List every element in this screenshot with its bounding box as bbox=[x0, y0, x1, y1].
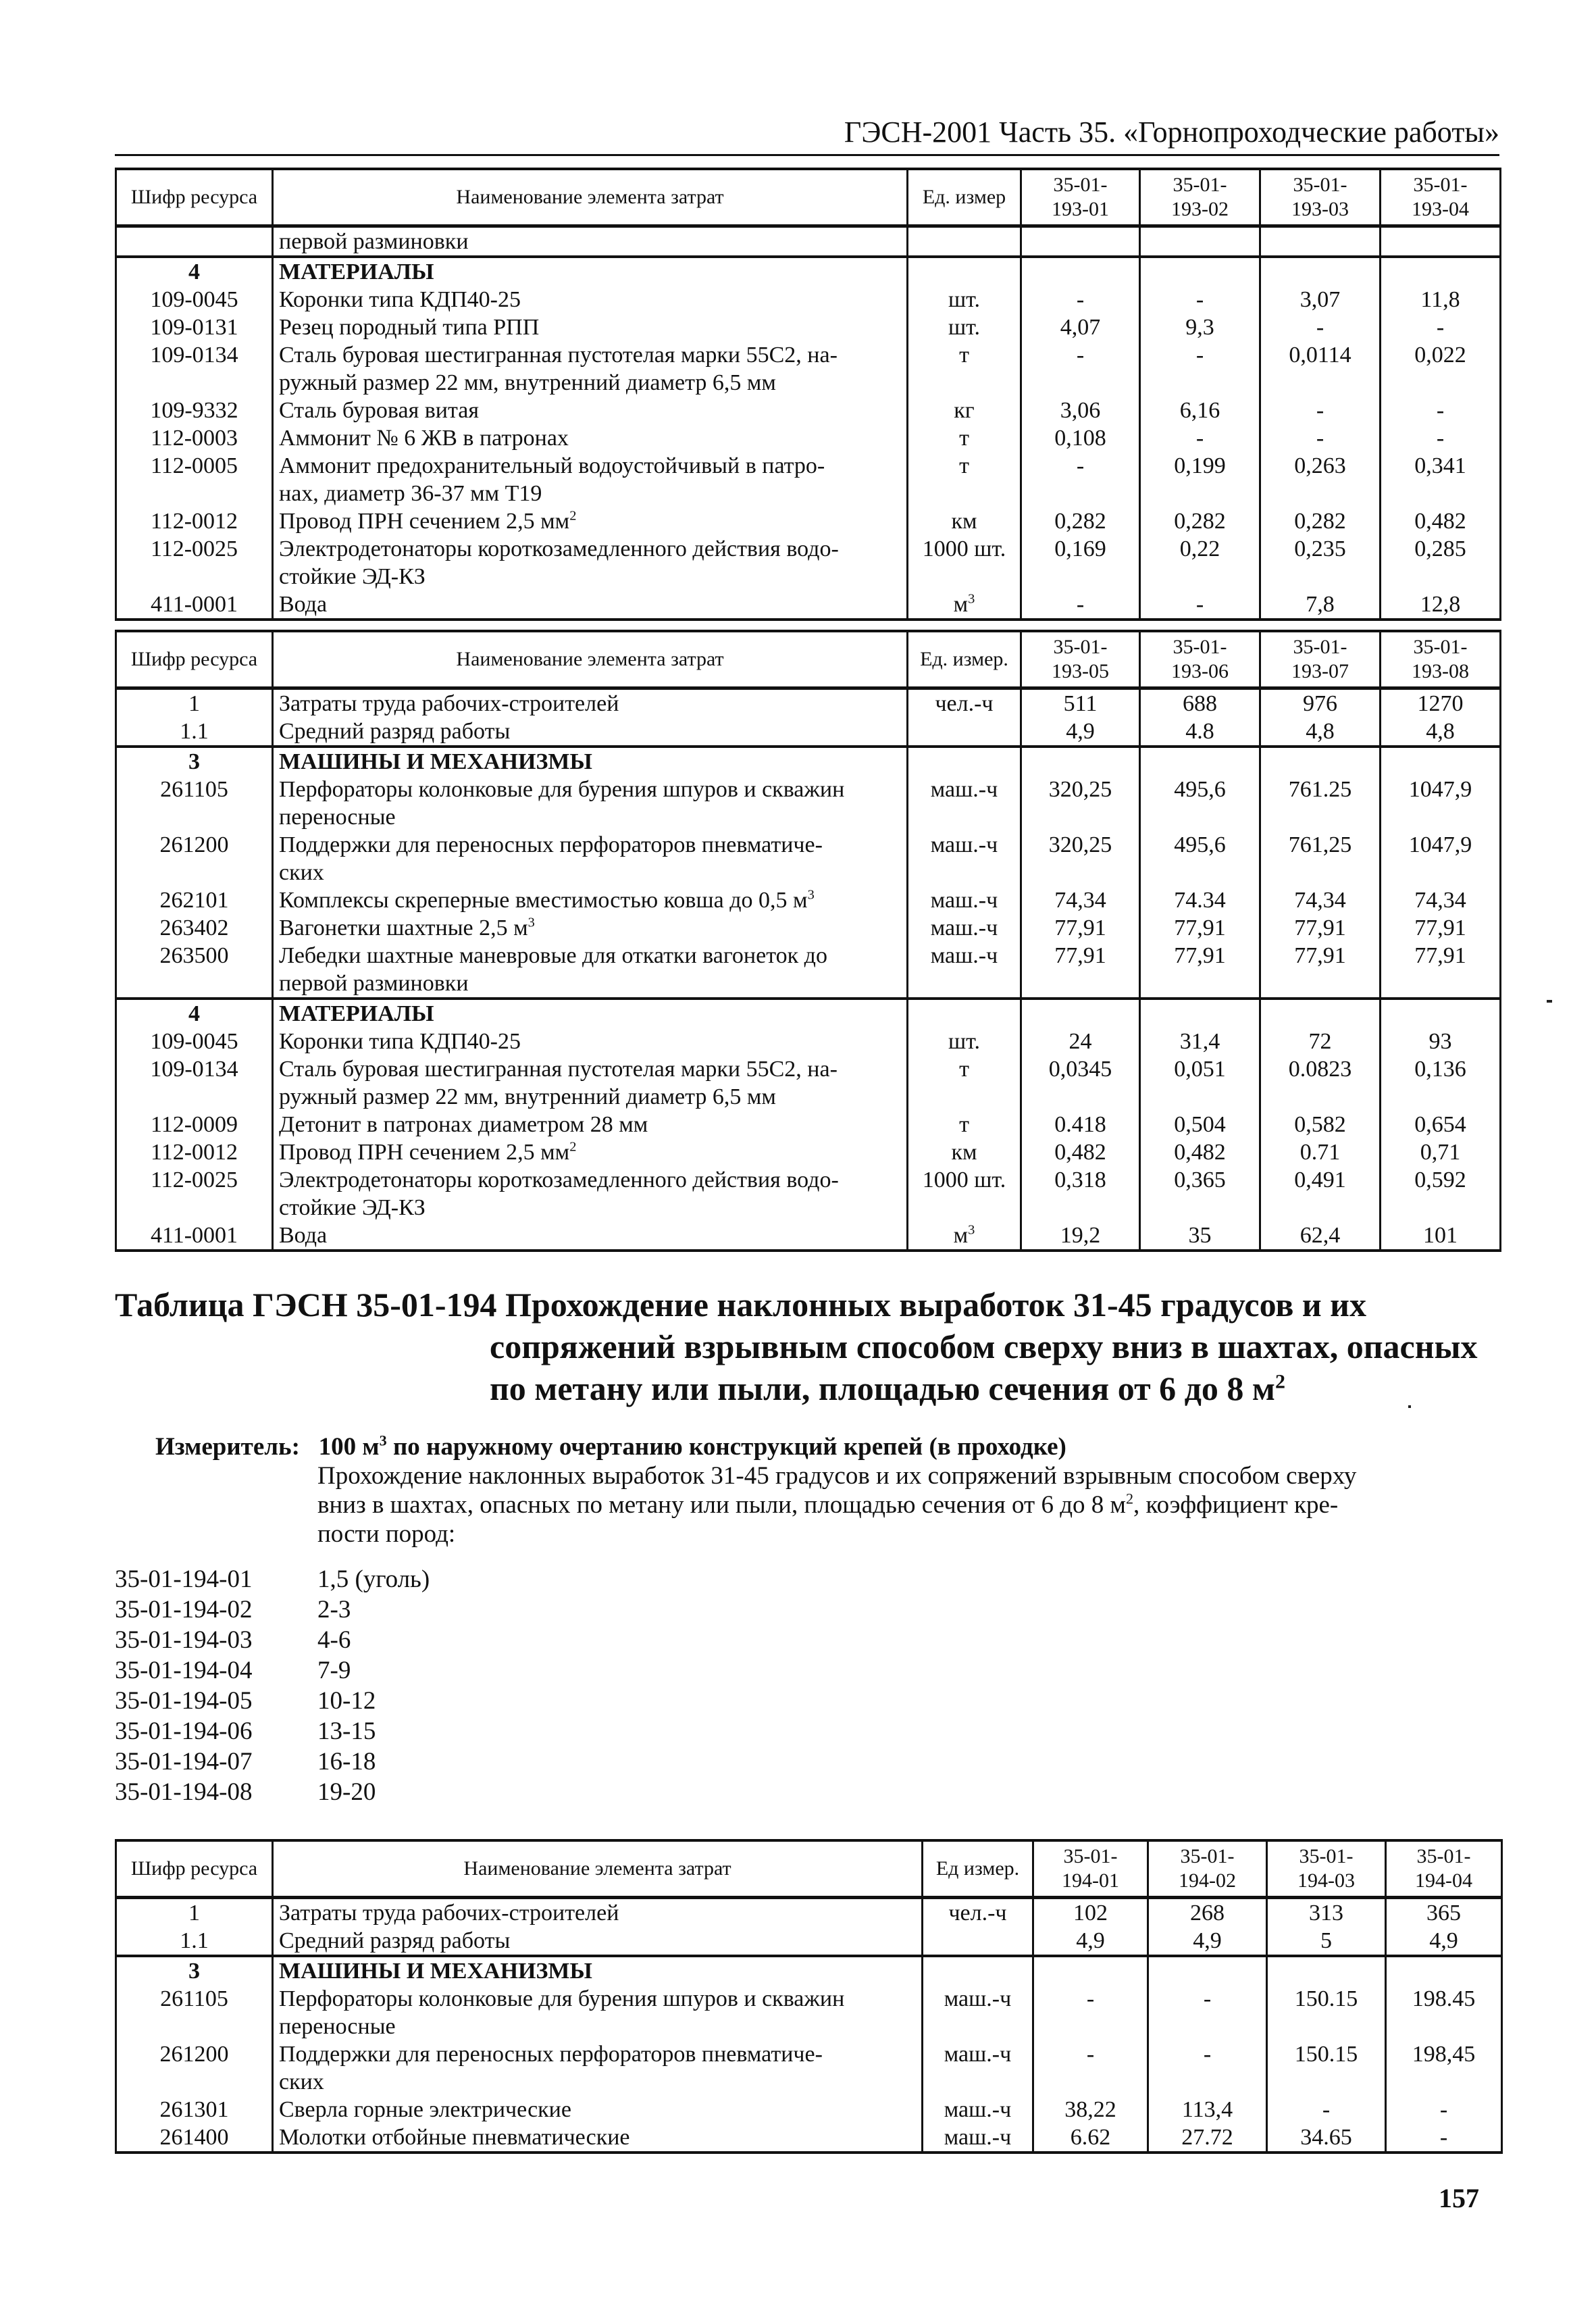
header-name: Наименование элемента затрат bbox=[273, 169, 908, 226]
table-row: 112-0025 Электродетонаторы короткозамедленного действия водо- стойкие ЭД-КЗ 1000 шт. 0,318 0,365 0,491 0,592 bbox=[116, 1166, 1501, 1222]
meter-label: Измеритель: bbox=[155, 1433, 300, 1461]
table-row: 411-0001 Вода $м^3$ - - 7,8 12,8 bbox=[116, 590, 1501, 620]
page-number: 157 bbox=[1439, 2183, 1479, 2213]
table-row: 109-0045 Коронки типа КДП40-25 шт. 24 31,4 72 93 bbox=[116, 1028, 1501, 1055]
table-row-grade: 1.1 Средний разряд работы 4,9 4.8 4,8 4,8 bbox=[116, 718, 1501, 747]
header-col-2: 35-01- 193-06 bbox=[1140, 631, 1260, 688]
list-item: 35-01-194-02 2-3 bbox=[115, 1596, 351, 1624]
header-code: Шифр ресурса bbox=[116, 169, 273, 226]
table-row-grade: 1.1 Средний разряд работы 4,9 4,9 5 4,9 bbox=[116, 1927, 1502, 1956]
header-col-1: 35-01- 193-05 bbox=[1021, 631, 1140, 688]
header-col-4: 35-01- 193-08 bbox=[1381, 631, 1501, 688]
table-row: 109-0131 Резец породный типа РПП шт. 4,07 9,3 - - bbox=[116, 313, 1501, 341]
table-title-line-3: по метану или пыли, площадью сечения от 6 до 8 $м^2$ bbox=[490, 1369, 1285, 1407]
list-item: 35-01-194-07 16-18 bbox=[115, 1748, 376, 1776]
header-col-3: 35-01- 193-07 bbox=[1260, 631, 1381, 688]
header-name: Наименование элемента затрат bbox=[273, 1840, 923, 1898]
header-col-1: 35-01- 193-01 bbox=[1021, 169, 1140, 226]
meter-description: Прохождение наклонных выработок 31-45 градусов и их сопряжений взрывным способом сверху вниз в шахтах, опасных по метану или пыли, площадью сечения от 6 до 8 $м^2$, коэффициент кре- пости пород: bbox=[317, 1462, 1357, 1548]
table-row: 411-0001 Вода $м^3$ 19,2 35 62,4 101 bbox=[116, 1222, 1501, 1251]
table-header-row bbox=[116, 631, 1501, 688]
table-row: 109-0134 Сталь буровая шестигранная пустотелая марки 55С2, на- ружный размер 22 мм, внутренний диаметр 6,5 мм т - - 0,0114 0,022 bbox=[116, 341, 1501, 397]
list-item: 35-01-194-06 13-15 bbox=[115, 1717, 376, 1745]
meter-block bbox=[155, 1432, 1499, 1549]
list-item: 35-01-194-01 1,5 (уголь) bbox=[115, 1565, 430, 1593]
table-row: 109-9332 Сталь буровая витая кг 3,06 6,16 - - bbox=[116, 397, 1501, 424]
section-row-materials: 4 МАТЕРИАЛЫ bbox=[116, 257, 1501, 286]
header-col-4: 35-01- 193-04 bbox=[1381, 169, 1501, 226]
table-row: 109-0045 Коронки типа КДП40-25 шт. - - 3,07 11,8 bbox=[116, 286, 1501, 313]
list-item: 35-01-194-08 19-20 bbox=[115, 1778, 376, 1806]
scan-artifact bbox=[1408, 1405, 1411, 1408]
meter-line bbox=[155, 1432, 1499, 1461]
list-item: 35-01-194-05 10-12 bbox=[115, 1687, 376, 1715]
table-row: 112-0005 Аммонит предохранительный водоустойчивый в патро- нах, диаметр 36-37 мм Т19 т - 0,199 0,263 0,341 bbox=[116, 452, 1501, 507]
resource-table-193-05-08 bbox=[115, 630, 1501, 1252]
continuation-row: первой разминовки bbox=[116, 226, 1501, 257]
table-row: 261400 Молотки отбойные пневматические маш.-ч 6.62 27.72 34.65 - bbox=[116, 2123, 1502, 2153]
table-row: 261105 Перфораторы колонковые для бурения шпуров и скважин переносные маш.-ч - - 150.15 198.45 bbox=[116, 1985, 1502, 2040]
scan-artifact bbox=[1547, 1000, 1552, 1003]
table-row-labor: 1 Затраты труда рабочих-строителей чел.-ч 511 688 976 1270 bbox=[116, 688, 1501, 718]
meter-value: 100 $м^3$ по наружному очертанию конструкций крепей (в проходке) bbox=[318, 1432, 1066, 1461]
table-row-labor: 1 Затраты труда рабочих-строителей чел.-ч 102 268 313 365 bbox=[116, 1898, 1502, 1928]
table-row: 261301 Сверла горные электрические маш.-ч 38,22 113,4 - - bbox=[116, 2096, 1502, 2123]
header-col-2: 35-01- 193-02 bbox=[1140, 169, 1260, 226]
list-item: 35-01-194-04 7-9 bbox=[115, 1657, 351, 1684]
table-row: 262101 Комплексы скреперные вместимостью ковша до 0,5 $м^3$ маш.-ч 74,34 74.34 74,34 74,34 bbox=[116, 886, 1501, 914]
table-row: 112-0025 Электродетонаторы короткозамедленного действия водо- стойкие ЭД-КЗ 1000 шт. 0,169 0,22 0,235 0,285 bbox=[116, 535, 1501, 590]
table-title-line-1: Таблица ГЭСН 35-01-194 Прохождение наклонных выработок 31-45 градусов и их bbox=[115, 1286, 1366, 1324]
header-code: Шифр ресурса bbox=[116, 1840, 273, 1898]
resource-table-193-01-04 bbox=[115, 168, 1501, 621]
table-row: 112-0009 Детонит в патронах диаметром 28 мм т 0.418 0,504 0,582 0,654 bbox=[116, 1111, 1501, 1138]
resource-table-194-01-04 bbox=[115, 1839, 1503, 2154]
header-unit: Ед. измер. bbox=[908, 631, 1021, 688]
table-row: 263402 Вагонетки шахтные 2,5 $м^3$ маш.-ч 77,91 77,91 77,91 77,91 bbox=[116, 914, 1501, 942]
table-row: 263500 Лебедки шахтные маневровые для откатки вагонеток до первой разминовки маш.-ч 77,91 77,91 77,91 77,91 bbox=[116, 942, 1501, 999]
section-row-machines: 3 МАШИНЫ И МЕХАНИЗМЫ bbox=[116, 747, 1501, 776]
section-row-materials: 4 МАТЕРИАЛЫ bbox=[116, 999, 1501, 1028]
running-head: ГЭСН-2001 Часть 35. «Горнопроходческие работы» bbox=[115, 114, 1499, 156]
header-unit: Ед. измер bbox=[908, 169, 1021, 226]
table-title bbox=[115, 1284, 1493, 1409]
variants-list bbox=[115, 1564, 430, 1807]
table-header-row bbox=[116, 169, 1501, 226]
header-col-3: 35-01- 194-03 bbox=[1267, 1840, 1386, 1898]
table-row: 261105 Перфораторы колонковые для бурения шпуров и скважин переносные маш.-ч 320,25 495,6 761.25 1047,9 bbox=[116, 776, 1501, 831]
table-title-line-2: сопряжений взрывным способом сверху вниз в шахтах, опасных bbox=[490, 1328, 1478, 1365]
header-col-4: 35-01- 194-04 bbox=[1386, 1840, 1502, 1898]
section-row-machines: 3 МАШИНЫ И МЕХАНИЗМЫ bbox=[116, 1956, 1502, 1985]
list-item: 35-01-194-03 4-6 bbox=[115, 1626, 351, 1654]
table-row: 109-0134 Сталь буровая шестигранная пустотелая марки 55С2, на- ружный размер 22 мм, внутренний диаметр 6,5 мм т 0,0345 0,051 0.0823 0,136 bbox=[116, 1055, 1501, 1111]
header-code: Шифр ресурса bbox=[116, 631, 273, 688]
header-col-3: 35-01- 193-03 bbox=[1260, 169, 1381, 226]
table-row: 112-0003 Аммонит № 6 ЖВ в патронах т 0,108 - - - bbox=[116, 424, 1501, 452]
header-col-2: 35-01- 194-02 bbox=[1148, 1840, 1267, 1898]
table-row: 261200 Поддержки для переносных перфораторов пневматиче- ских маш.-ч - - 150.15 198,45 bbox=[116, 2040, 1502, 2096]
table-header-row bbox=[116, 1840, 1502, 1898]
header-unit: Ед измер. bbox=[923, 1840, 1033, 1898]
header-name: Наименование элемента затрат bbox=[273, 631, 908, 688]
table-row: 112-0012 Провод ПРН сечением 2,5 $мм^2$ км 0,282 0,282 0,282 0,482 bbox=[116, 507, 1501, 535]
table-row: 112-0012 Провод ПРН сечением 2,5 $мм^2$ км 0,482 0,482 0.71 0,71 bbox=[116, 1138, 1501, 1166]
table-row: 261200 Поддержки для переносных перфораторов пневматиче- ских маш.-ч 320,25 495,6 761,25 1047,9 bbox=[116, 831, 1501, 886]
header-col-1: 35-01- 194-01 bbox=[1033, 1840, 1148, 1898]
